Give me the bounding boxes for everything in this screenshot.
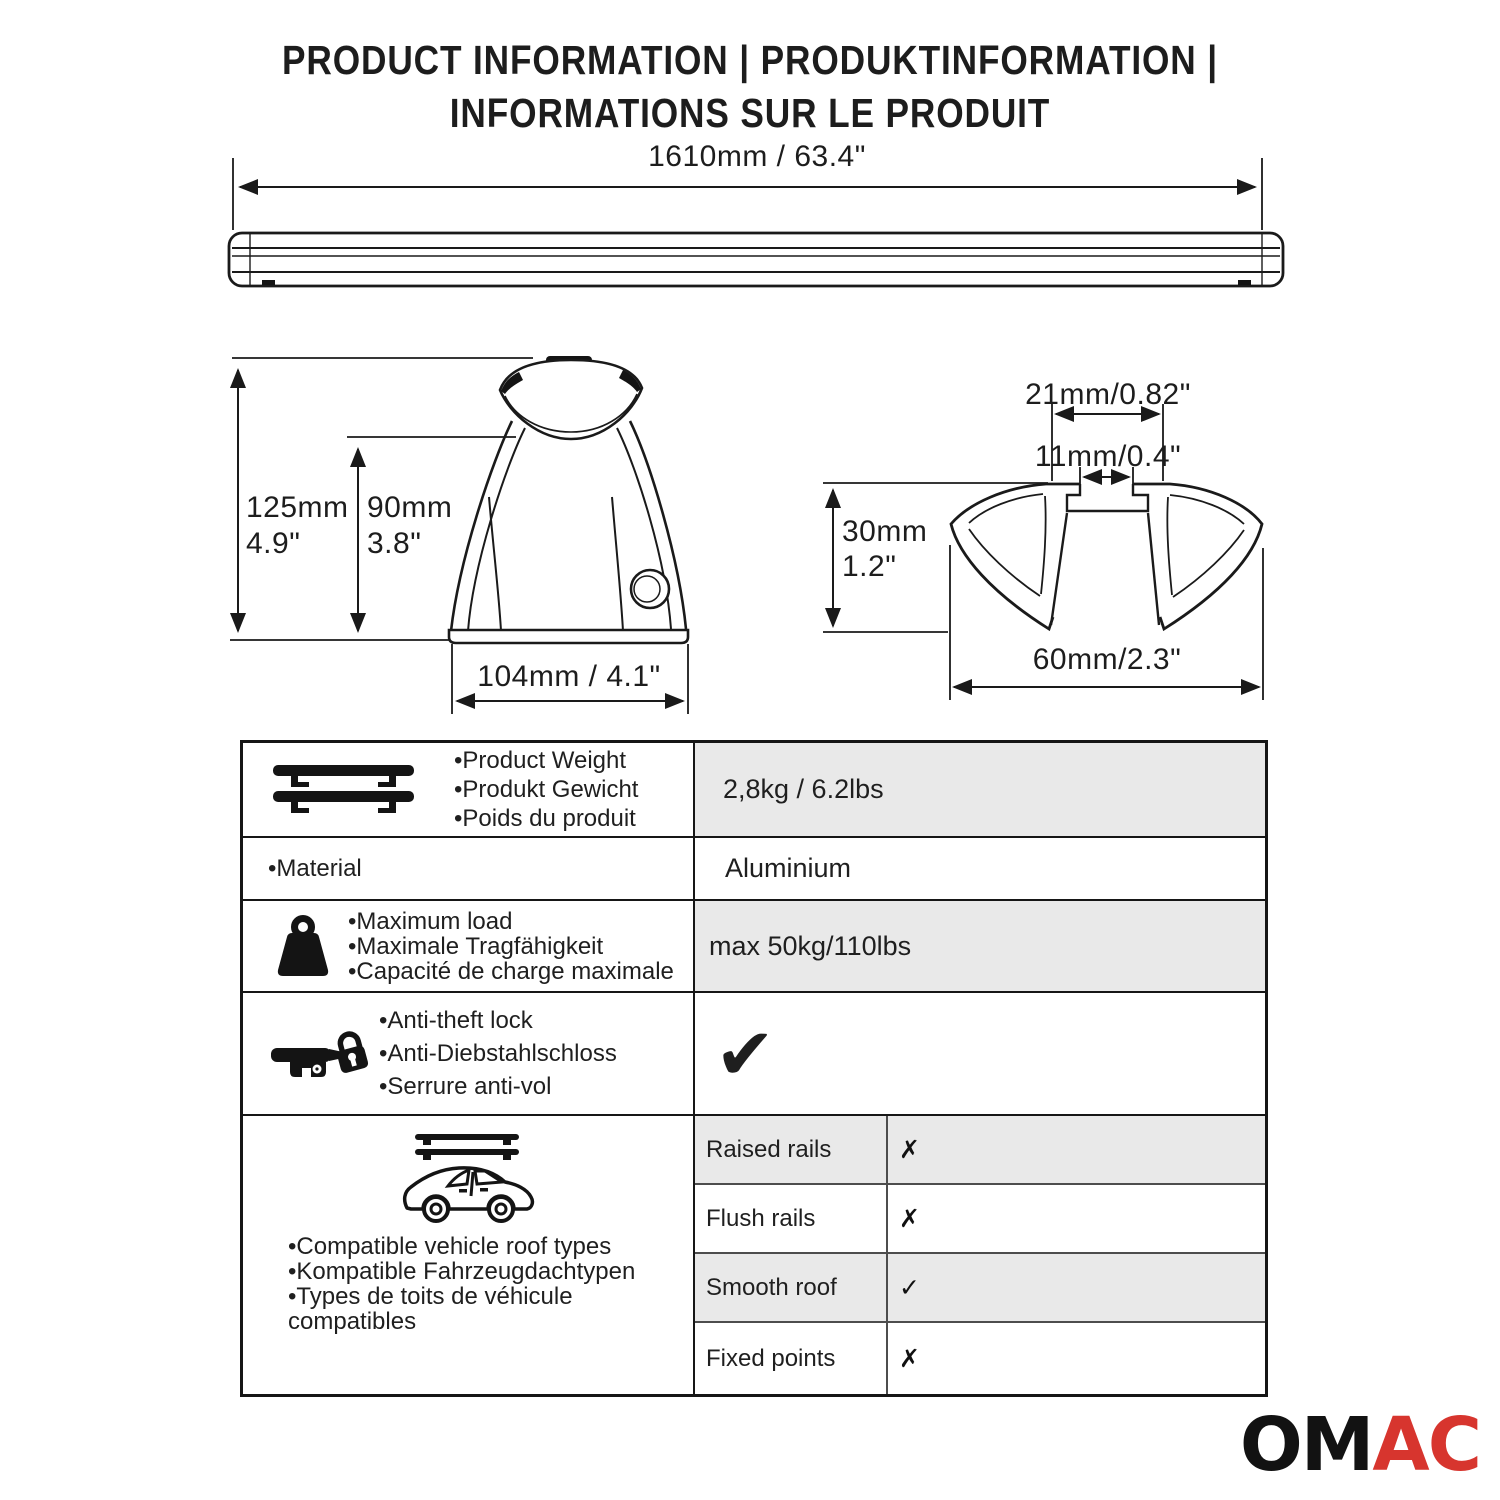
anti-theft-value-cell [695,993,1265,1114]
table-label-line: compatibles [288,1308,417,1335]
crossbar-length-diagram [220,128,1295,300]
table-label-line: •Capacité de charge maximale [348,957,674,985]
table-label-line: •Maximale Tragfähigkeit [348,932,604,960]
fixed-points-mark-cell [888,1323,1265,1394]
table-label-line: •Poids du produit [454,805,636,832]
profile-outer-slot-label: 21mm/0.82" [1025,378,1191,411]
table-label-line: •Anti-Diebstahlschloss [379,1040,617,1067]
roof-types-labels [288,1234,635,1334]
table-row-max-load [243,901,1265,993]
spec-table [240,740,1268,1397]
foot-side-diagram [218,345,713,723]
table-label-line: •Maximum load [348,907,513,935]
anti-theft-labels [379,1004,617,1103]
max-load-label-cell [243,901,695,991]
foot-height-in-label: 4.9" [246,527,301,560]
foot-inner-height-mm-label: 90mm [367,491,453,524]
crossbar-drawing [229,233,1283,286]
omac-logo [1239,1402,1480,1488]
table-row-anti-theft [243,993,1265,1116]
smooth-roof-mark: ✓ [899,1273,920,1302]
subrow-raised-rails [695,1116,1265,1185]
crossbars-icon [271,761,416,819]
profile-inner-slot-label: 11mm/0.4" [1034,440,1182,473]
raised-rails-label-cell [695,1116,888,1183]
product-weight-label-cell [243,743,695,836]
raised-rails-mark: ✗ [899,1135,920,1164]
roof-types-subtable [695,1116,1265,1394]
page-title-line2: INFORMATIONS SUR LE PRODUIT [449,90,1051,136]
car-icon [401,1132,536,1229]
material-labels [268,855,362,883]
table-label-line: •Kompatible Fahrzeugdachtypen [288,1258,636,1285]
material-value: Aluminium [725,853,852,883]
table-label-line: •Produkt Gewicht [454,776,639,803]
bar-length-label: 1610mm / 63.4" [648,140,866,173]
table-label-line: •Serrure anti-vol [379,1073,552,1100]
raised-rails-label: Raised rails [706,1135,832,1163]
profile-width-label: 60mm/2.3" [1032,643,1182,676]
foot-inner-height-in-label: 3.8" [367,527,422,560]
raised-rails-mark-cell [888,1116,1265,1183]
table-label-line: •Types de toits de véhicule [288,1283,573,1310]
max-load-labels [348,909,674,984]
fixed-points-label-cell [695,1323,888,1394]
subrow-flush-rails [695,1185,1265,1254]
profile-height-mm-label: 30mm [842,515,928,548]
anti-theft-check-mark: ✔ [715,1011,776,1096]
flush-rails-label-cell [695,1185,888,1252]
fixed-points-mark: ✗ [899,1344,920,1373]
product-weight-value-cell [695,743,1265,836]
bar-profile-diagram [813,372,1288,708]
roof-types-label-cell [243,1116,695,1394]
subrow-smooth-roof [695,1254,1265,1323]
max-load-value: max 50kg/110lbs [709,930,912,961]
table-row-roof-types [243,1116,1265,1394]
table-label-line: •Anti-theft lock [379,1007,533,1034]
table-label-line: •Product Weight [454,747,627,774]
foot-drawing [449,356,688,643]
material-value-cell [695,838,1265,899]
flush-rails-label: Flush rails [706,1204,816,1232]
foot-height-mm-label: 125mm [246,491,349,524]
table-label-line: •Compatible vehicle roof types [288,1233,612,1260]
page-title-line1: PRODUCT INFORMATION | PRODUKTINFORMATION | [282,37,1218,83]
flush-rails-mark-cell [888,1185,1265,1252]
smooth-roof-mark-cell [888,1254,1265,1321]
smooth-roof-label: Smooth roof [706,1273,837,1301]
material-label-cell [243,838,695,899]
weight-icon [273,915,333,977]
omac-logo-red-part: AC [1372,1402,1480,1488]
product-weight-labels [454,746,638,833]
fixed-points-label: Fixed points [706,1344,836,1372]
profile-drawing [951,484,1262,629]
subrow-fixed-points [695,1323,1265,1394]
profile-height-in-label: 1.2" [842,550,897,583]
anti-theft-label-cell [243,993,695,1114]
lock-icon [271,1028,371,1080]
product-weight-value: 2,8kg / 6.2lbs [723,774,884,804]
omac-logo-black-part: OM [1239,1402,1373,1488]
smooth-roof-label-cell [695,1254,888,1321]
max-load-value-cell [695,901,1265,991]
table-label-line: •Material [268,854,362,882]
table-row-material [243,838,1265,901]
table-row-product-weight [243,743,1265,838]
page-title [105,34,1395,140]
flush-rails-mark: ✗ [899,1204,920,1233]
foot-width-label: 104mm / 4.1" [477,660,661,693]
